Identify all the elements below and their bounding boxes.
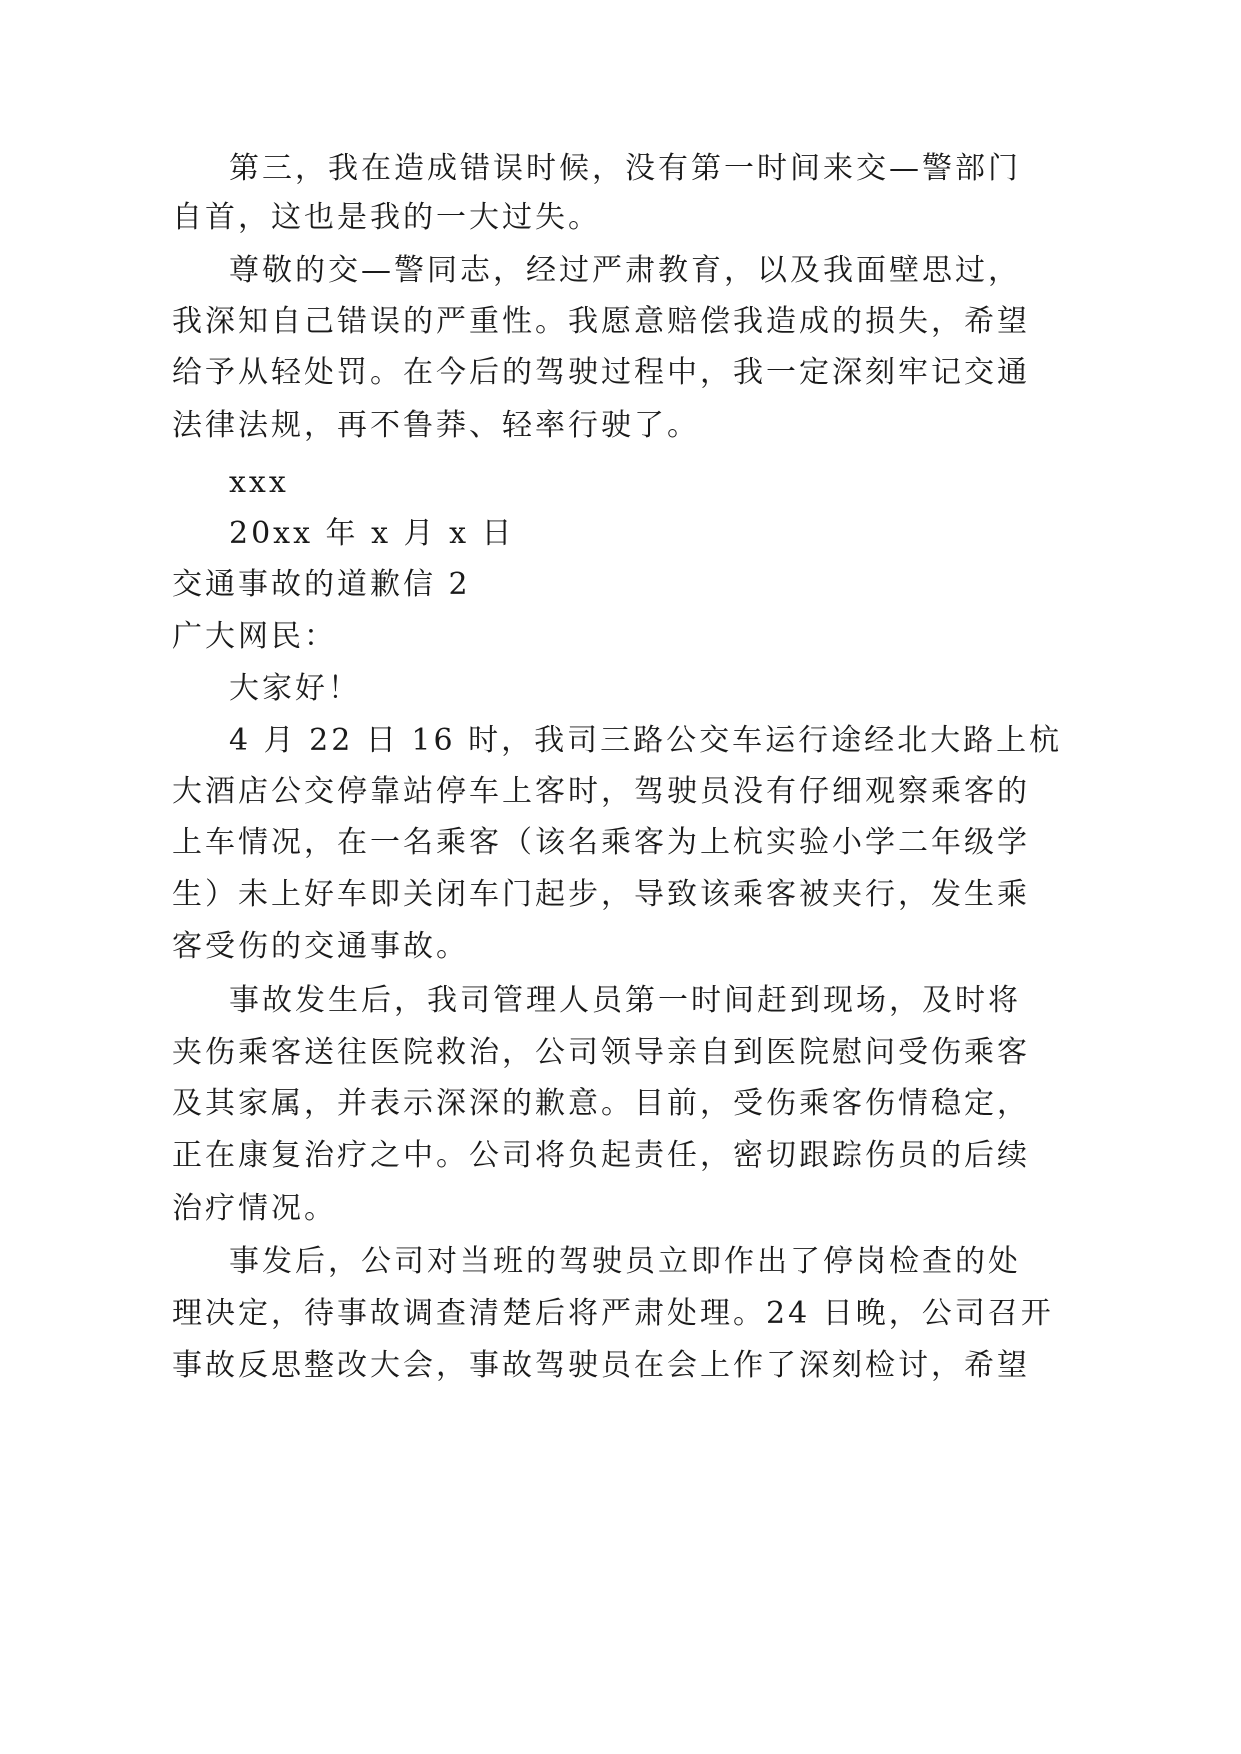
paragraph-line: 事发后，公司对当班的驾驶员立即作出了停岗检查的处 [229,1244,1021,1279]
paragraph-line: 事故发生后，我司管理人员第一时间赶到现场，及时将 [229,983,1021,1018]
paragraph-line: 及其家属，并表示深深的歉意。目前，受伤乘客伤情稳定， [172,1086,1030,1121]
paragraph-line: 尊敬的交—警同志，经过严肃教育，以及我面壁思过， [229,253,1021,288]
letter-date: 20xx 年 x 月 x 日 [229,516,515,551]
paragraph-line: 正在康复治疗之中。公司将负起责任，密切跟踪伤员的后续 [172,1138,1030,1173]
paragraph-line: 自首，这也是我的一大过失。 [172,200,601,235]
greeting: 大家好！ [229,671,361,706]
paragraph-line: 我深知自己错误的严重性。我愿意赔偿我造成的损失，希望 [172,304,1030,339]
paragraph-line: 治疗情况。 [172,1191,337,1226]
paragraph-line: 夹伤乘客送往医院救治，公司领导亲自到医院慰问受伤乘客 [172,1035,1030,1070]
paragraph-line: 第三，我在造成错误时候，没有第一时间来交—警部门 [229,151,1021,186]
paragraph-line: 上车情况，在一名乘客（该名乘客为上杭实验小学二年级学 [172,825,1030,860]
paragraph-line: 大酒店公交停靠站停车上客时，驾驶员没有仔细观察乘客的 [172,774,1030,809]
paragraph-line: 法律法规，再不鲁莽、轻率行驶了。 [172,408,700,443]
paragraph-line: 事故反思整改大会，事故驾驶员在会上作了深刻检讨，希望 [172,1348,1030,1383]
paragraph-line: 4 月 22 日 16 时，我司三路公交车运行途经北大路上杭 [229,723,1063,758]
paragraph-line: 给予从轻处罚。在今后的驾驶过程中，我一定深刻牢记交通 [172,355,1030,390]
signature-name: xxx [229,465,289,500]
paragraph-line: 客受伤的交通事故。 [172,929,469,964]
salutation: 广大网民： [172,619,337,654]
paragraph-line: 理决定，待事故调查清楚后将严肃处理。24 日晚，公司召开 [172,1296,1054,1331]
section-title: 交通事故的道歉信 2 [172,567,471,602]
paragraph-line: 生）未上好车即关闭车门起步，导致该乘客被夹行，发生乘 [172,877,1030,912]
